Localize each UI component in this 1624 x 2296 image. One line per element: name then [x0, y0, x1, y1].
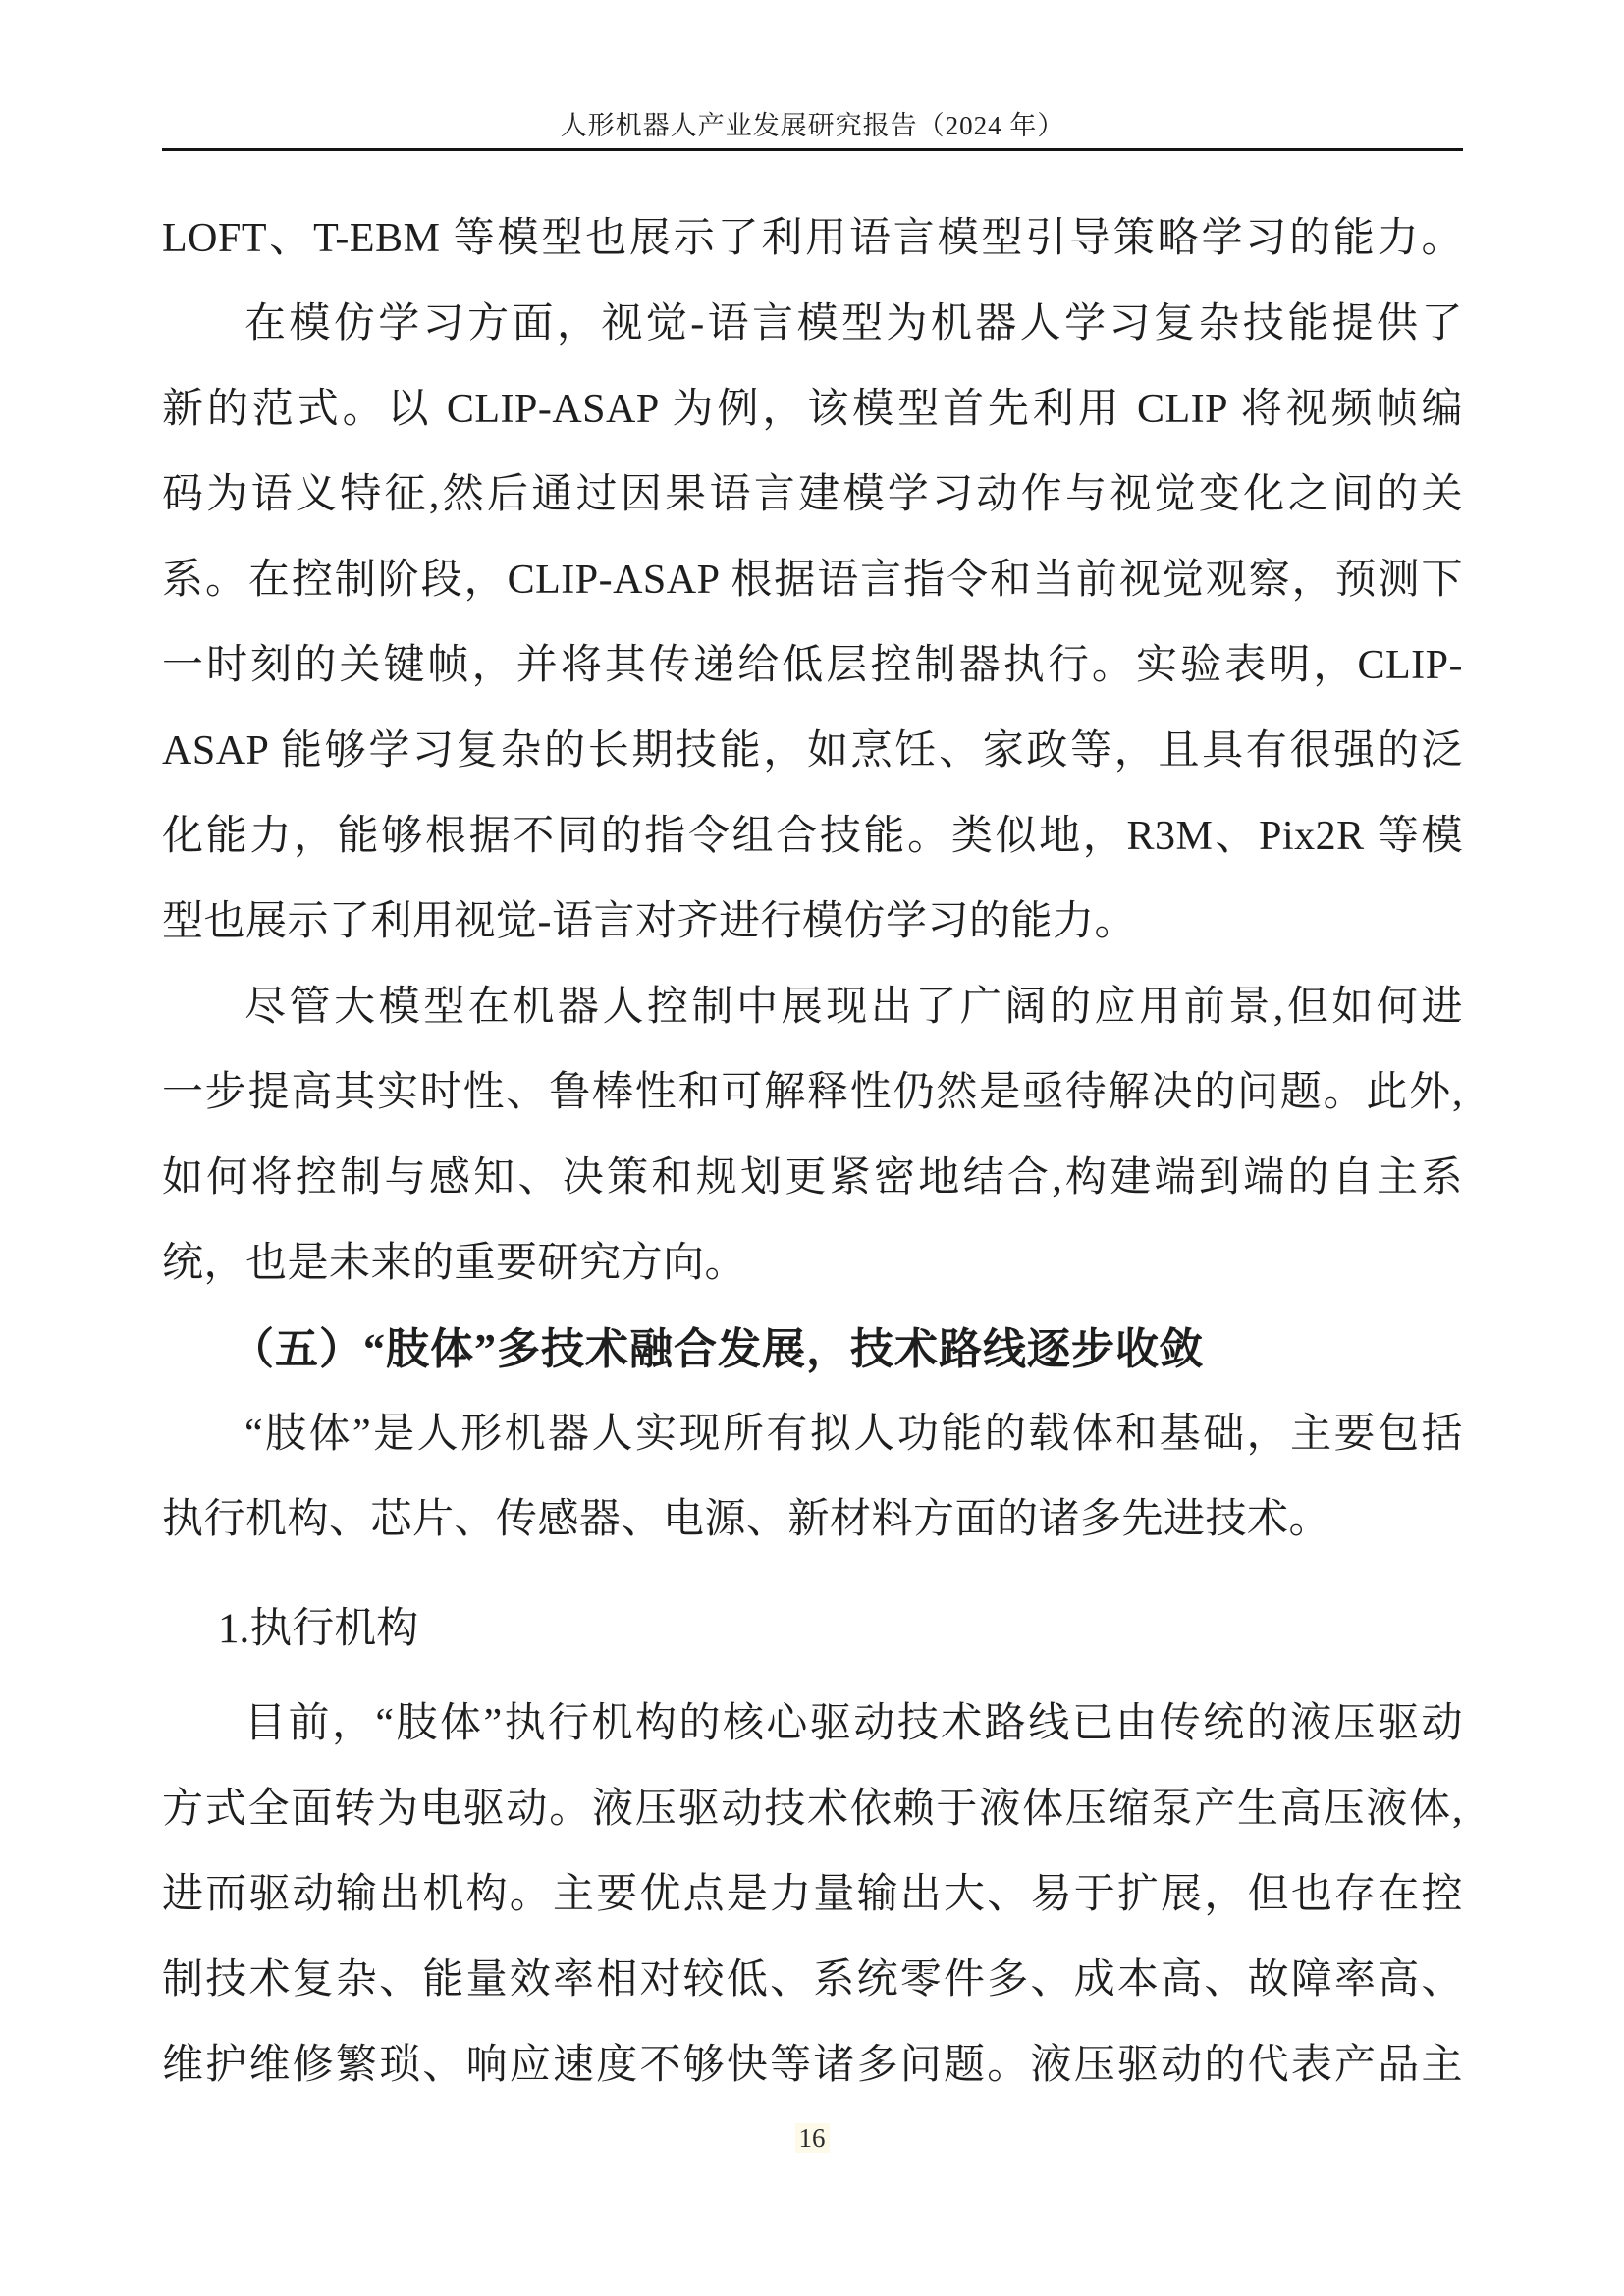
body-line: 方式全面转为电驱动。液压驱动技术依赖于液体压缩泵产生高压液体, — [162, 1787, 1463, 1832]
body-line: “肢体”是人形机器人实现所有拟人功能的载体和基础，主要包括 — [244, 1412, 1463, 1457]
body-line: 一步提高其实时性、鲁棒性和可解释性仍然是亟待解决的问题。此外, — [162, 1070, 1463, 1115]
header-rule — [162, 148, 1463, 151]
body-line: 统，也是未来的重要研究方向。 — [162, 1241, 747, 1286]
body-line: 制技术复杂、能量效率相对较低、系统零件多、成本高、故障率高、 — [162, 1957, 1463, 2002]
body-line: 如何将控制与感知、决策和规划更紧密地结合,构建端到端的自主系 — [162, 1155, 1463, 1201]
body-line: 进而驱动输出机构。主要优点是力量输出大、易于扩展，但也存在控 — [162, 1872, 1463, 1917]
section-heading: （五）“肢体”多技术融合发展，技术路线逐步收敛 — [231, 1325, 1204, 1373]
body-line: LOFT、T-EBM 等模型也展示了利用语言模型引导策略学习的能力。 — [162, 216, 1463, 261]
body-line: 在模仿学习方面，视觉-语言模型为机器人学习复杂技能提供了 — [244, 301, 1463, 347]
page-header-title: 人形机器人产业发展研究报告（2024 年） — [560, 111, 1065, 140]
page-number: 16 — [795, 2123, 830, 2153]
subsection-heading: 1.执行机构 — [218, 1606, 419, 1652]
body-line: 新的范式。以 CLIP-ASAP 为例，该模型首先利用 CLIP 将视频帧编 — [162, 387, 1463, 432]
page-footer — [0, 2123, 1624, 2154]
body-line: 维护维修繁琐、响应速度不够快等诸多问题。液压驱动的代表产品主 — [162, 2043, 1463, 2088]
body-line: 码为语义特征,然后通过因果语言建模学习动作与视觉变化之间的关 — [162, 472, 1463, 517]
body-line: 目前，“肢体”执行机构的核心驱动技术路线已由传统的液压驱动 — [244, 1701, 1463, 1746]
body-line: 一时刻的关键帧，并将其传递给低层控制器执行。实验表明，CLIP- — [162, 643, 1463, 688]
body-line: 尽管大模型在机器人控制中展现出了广阔的应用前景,但如何进 — [244, 985, 1463, 1030]
body-line: 化能力，能够根据不同的指令组合技能。类似地，R3M、Pix2R 等模 — [162, 814, 1463, 859]
document-body — [162, 196, 1463, 2109]
body-line: ASAP 能够学习复杂的长期技能，如烹饪、家政等，且具有很强的泛 — [162, 728, 1463, 774]
body-line: 系。在控制阶段，CLIP-ASAP 根据语言指令和当前视觉观察，预测下 — [162, 558, 1463, 603]
body-line: 型也展示了利用视觉-语言对齐进行模仿学习的能力。 — [162, 899, 1136, 944]
body-line: 执行机构、芯片、传感器、电源、新材料方面的诸多先进技术。 — [162, 1497, 1331, 1542]
